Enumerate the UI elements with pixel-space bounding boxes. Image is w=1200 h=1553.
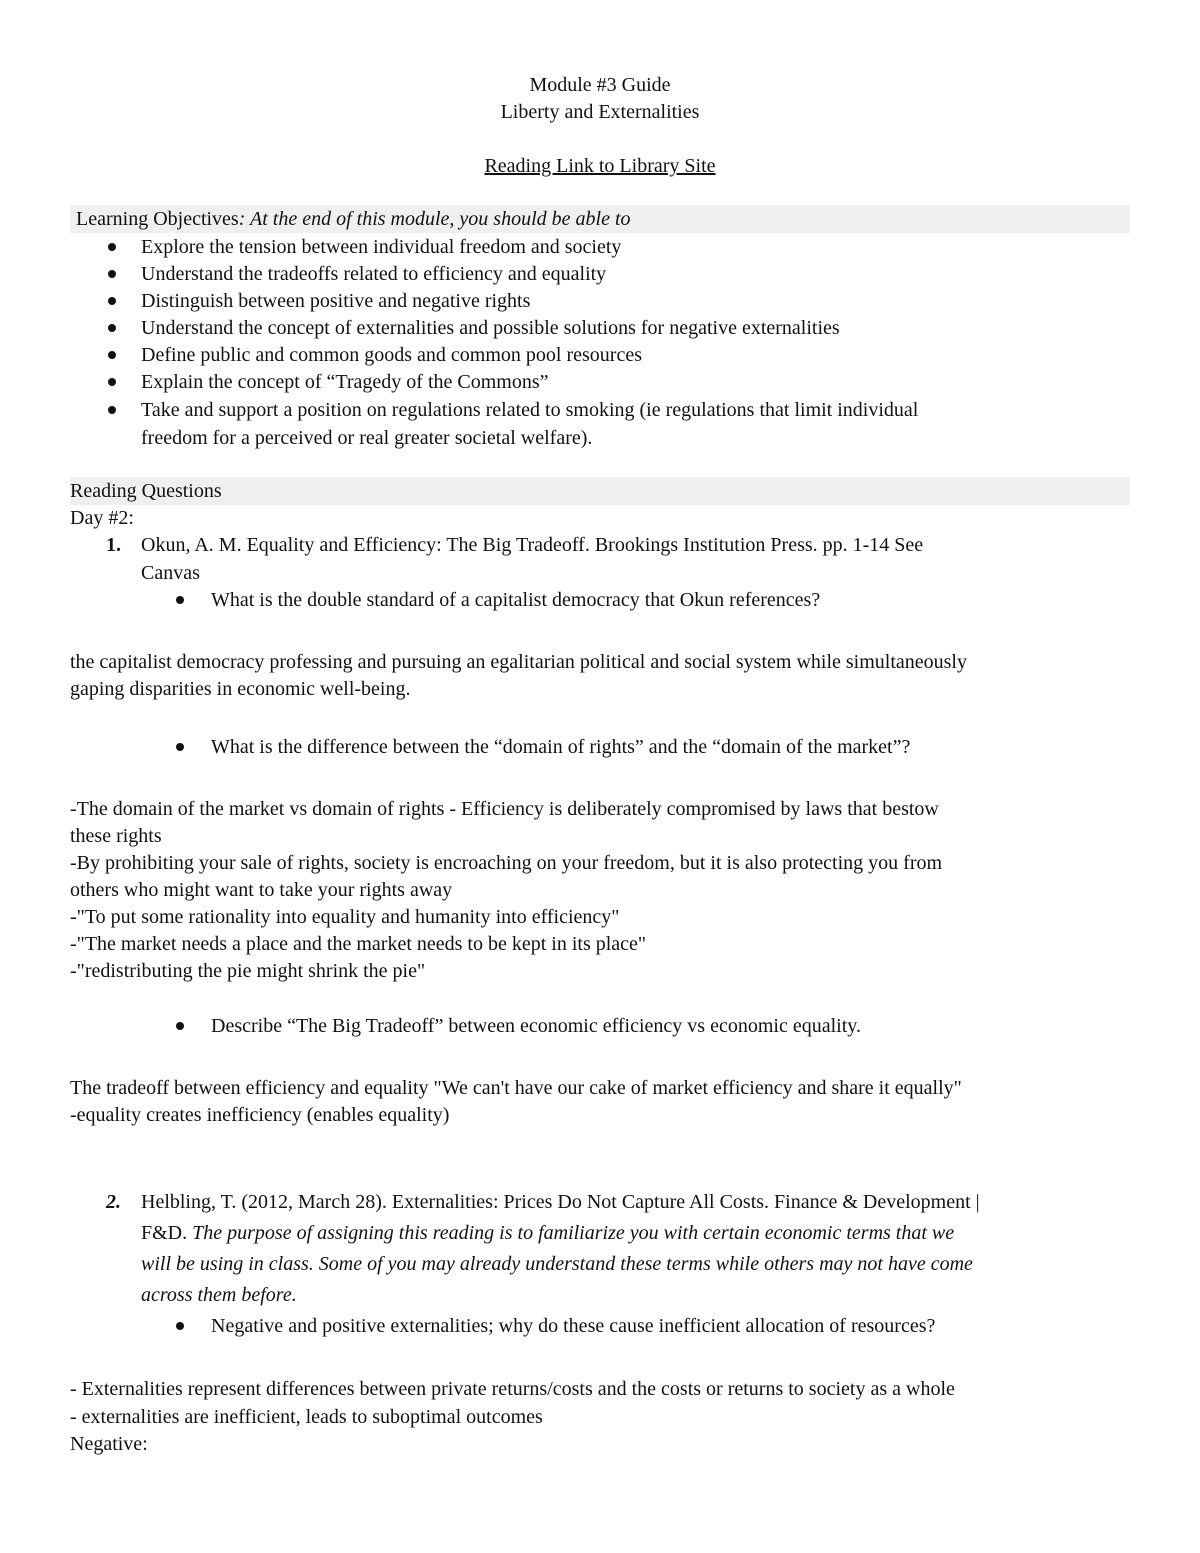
question: What is the difference between the “domain of rights” and the “domain of the market”?: [211, 736, 911, 758]
doc-subtitle: Liberty and Externalities: [500, 101, 700, 123]
answer-line: - Externalities represent differences between private returns/costs and the costs or returns to society as a whole: [70, 1378, 955, 1400]
bullet-icon: [108, 297, 116, 305]
answer-line: -"The market needs a place and the market needs to be kept in its place": [70, 933, 647, 955]
question: Describe “The Big Tradeoff” between economic efficiency vs economic equality.: [211, 1015, 861, 1037]
objective-item: Understand the tradeoffs related to efficiency and equality: [141, 263, 607, 285]
answer-line: gaping disparities in economic well-being.: [70, 678, 411, 700]
answer-line: -By prohibiting your sale of rights, society is encroaching on your freedom, but it is also protecting you from: [70, 852, 943, 874]
purpose-note-line: across them before.: [141, 1284, 297, 1306]
citation-helbling-line2: F&D. The purpose of assigning this reading is to familiarize you with certain economic terms that we: [141, 1222, 955, 1244]
question: Negative and positive externalities; why do these cause inefficient allocation of resources?: [211, 1315, 936, 1337]
bullet-icon: [108, 324, 116, 332]
answer-line: these rights: [70, 825, 162, 847]
answer-line: others who might want to take your rights away: [70, 879, 453, 901]
objectives-header: [76, 206, 631, 232]
answer-line: the capitalist democracy professing and pursuing an egalitarian political and social system while simultaneously: [70, 651, 967, 673]
purpose-note: The purpose of assigning this reading is to familiarize you with certain economic terms that we: [192, 1222, 955, 1244]
answer-line: -The domain of the market vs domain of rights - Efficiency is deliberately compromised by laws that bestow: [70, 798, 939, 820]
purpose-note-line: will be using in class. Some of you may already understand these terms while others may not have come: [141, 1253, 973, 1275]
doc-title: Module #3 Guide: [529, 74, 671, 96]
answer-line: The tradeoff between efficiency and equality "We can't have our cake of market efficiency and share it equally": [70, 1077, 962, 1099]
bullet-icon: [108, 378, 116, 386]
bullet-icon: [176, 596, 184, 604]
reading-link[interactable]: Reading Link to Library Site: [484, 155, 716, 177]
objective-item-continued: freedom for a perceived or real greater societal welfare).: [141, 427, 593, 449]
answer-line: -"To put some rationality into equality and humanity into efficiency": [70, 906, 620, 928]
objective-item: Understand the concept of externalities and possible solutions for negative externalities: [141, 317, 840, 339]
objective-item: Explain the concept of “Tragedy of the Commons”: [141, 371, 549, 393]
answer-line: Negative:: [70, 1433, 148, 1455]
answer-line: -equality creates inefficiency (enables equality): [70, 1104, 450, 1126]
item-number: 1.: [106, 534, 121, 556]
day-label: Day #2:: [70, 507, 134, 529]
answer-line: - externalities are inefficient, leads to suboptimal outcomes: [70, 1406, 543, 1428]
bullet-icon: [108, 270, 116, 278]
citation-okun: Okun, A. M. Equality and Efficiency: The Big Tradeoff. Brookings Institution Press. pp. 1-14 See: [141, 534, 924, 556]
objectives-intro: : At the end of this module, you should be able to: [238, 208, 631, 230]
objective-item: Take and support a position on regulations related to smoking (ie regulations that limit individual: [141, 399, 919, 421]
bullet-icon: [176, 1022, 184, 1030]
bullet-icon: [108, 351, 116, 359]
question: What is the double standard of a capitalist democracy that Okun references?: [211, 589, 821, 611]
objective-item: Distinguish between positive and negative rights: [141, 290, 531, 312]
bullet-icon: [108, 243, 116, 251]
objective-item: Explore the tension between individual freedom and society: [141, 236, 622, 258]
objectives-label: Learning Objectives: [76, 208, 239, 230]
reading-questions-band: [70, 477, 1130, 505]
answer-line: -"redistributing the pie might shrink the pie": [70, 960, 426, 982]
objective-item: Define public and common goods and common pool resources: [141, 344, 642, 366]
citation-okun-continued: Canvas: [141, 562, 200, 584]
item-number: 2.: [106, 1191, 121, 1213]
bullet-icon: [108, 406, 116, 414]
reading-questions-heading: Reading Questions: [70, 480, 222, 502]
bullet-icon: [176, 1322, 184, 1330]
citation-helbling: Helbling, T. (2012, March 28). Externalities: Prices Do Not Capture All Costs. Finance & Development |: [141, 1191, 980, 1213]
bullet-icon: [176, 743, 184, 751]
